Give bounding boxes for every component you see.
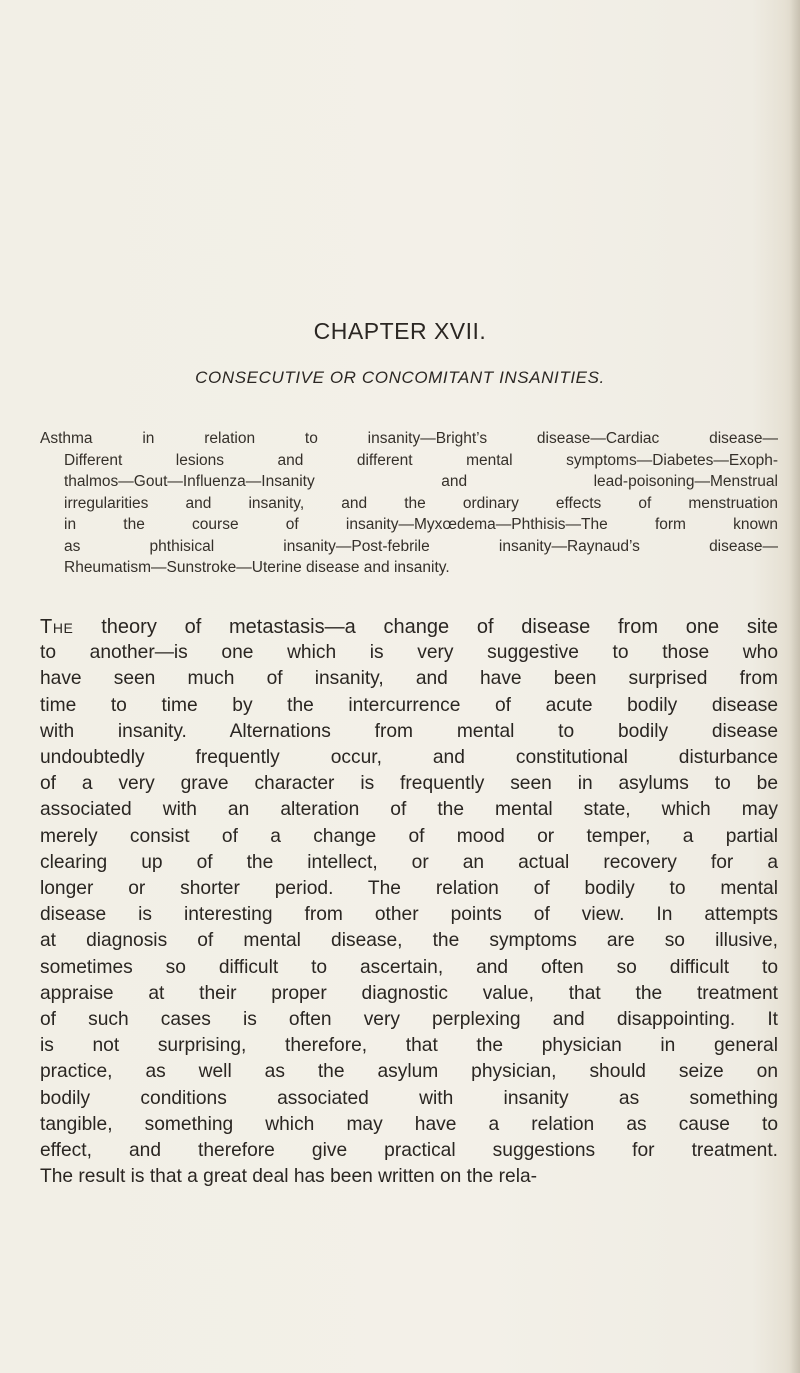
- synopsis-line: irregularities and insanity, and the ordinary effects of menstruation: [64, 494, 778, 512]
- body-line: sometimes so difficult to ascertain, and often so difficult to: [40, 956, 778, 978]
- body-line: at diagnosis of mental disease, the symptoms are so illusive,: [40, 930, 778, 952]
- body-line: appraise at their proper diagnostic value, that the treatment: [40, 982, 778, 1004]
- body-line: [40, 614, 778, 640]
- chapter-synopsis: [40, 428, 778, 579]
- synopsis-line: thalmos—Gout—Influenza—Insanity and lead-poisoning—Menstrual: [64, 473, 778, 490]
- body-line: with insanity. Alternations from mental to bodily disease: [40, 720, 778, 742]
- body-line: have seen much of insanity, and have been surprised from: [40, 668, 778, 690]
- body-line: associated with an alteration of the mental state, which may: [40, 799, 778, 821]
- first-line-text: theory of metastasis—a change of disease from one site: [73, 616, 778, 638]
- body-line: longer or shorter period. The relation of bodily to mental: [40, 878, 778, 900]
- body-line: of a very grave character is frequently seen in asylums to be: [40, 773, 778, 795]
- synopsis-line: in the course of insanity—Myxœdema—Phthisis—The form known: [64, 516, 778, 533]
- page-edge-shadow: [790, 0, 800, 1373]
- body-line: bodily conditions associated with insanity as something: [40, 1087, 778, 1109]
- body-line: of such cases is often very perplexing and disappointing. It: [40, 1009, 778, 1031]
- synopsis-line: Different lesions and different mental symptoms—Diabetes—Exoph-: [64, 451, 778, 469]
- body-line: tangible, something which may have a relation as cause to: [40, 1113, 778, 1135]
- synopsis-line: as phthisical insanity—Post-febrile insanity—Raynaud’s disease—: [64, 537, 778, 555]
- body-line: effect, and therefore give practical suggestions for treatment.: [40, 1140, 778, 1162]
- body-line: undoubtedly frequently occur, and constitutional disturbance: [40, 747, 778, 769]
- lead-word: The: [40, 616, 74, 638]
- body-line: is not surprising, therefore, that the physician in general: [40, 1035, 778, 1057]
- body-paragraph: [40, 614, 778, 1190]
- chapter-number: CHAPTER XVII.: [313, 318, 487, 344]
- synopsis-line: Asthma in relation to insanity—Bright’s disease—Cardiac disease—: [40, 430, 778, 447]
- synopsis-line: Rheumatism—Sunstroke—Uterine disease and insanity.: [64, 559, 450, 576]
- body-line: clearing up of the intellect, or an actual recovery for a: [40, 851, 778, 873]
- body-line: time to time by the intercurrence of acute bodily disease: [40, 694, 778, 716]
- body-line: practice, as well as the asylum physician, should seize on: [40, 1061, 778, 1083]
- body-line: disease is interesting from other points of view. In attempts: [40, 904, 778, 926]
- chapter-title: CONSECUTIVE OR CONCOMITANT INSANITIES.: [195, 368, 605, 387]
- body-line: The result is that a great deal has been written on the rela-: [40, 1166, 538, 1188]
- body-line: to another—is one which is very suggestive to those who: [40, 642, 778, 664]
- body-line: merely consist of a change of mood or temper, a partial: [40, 825, 778, 847]
